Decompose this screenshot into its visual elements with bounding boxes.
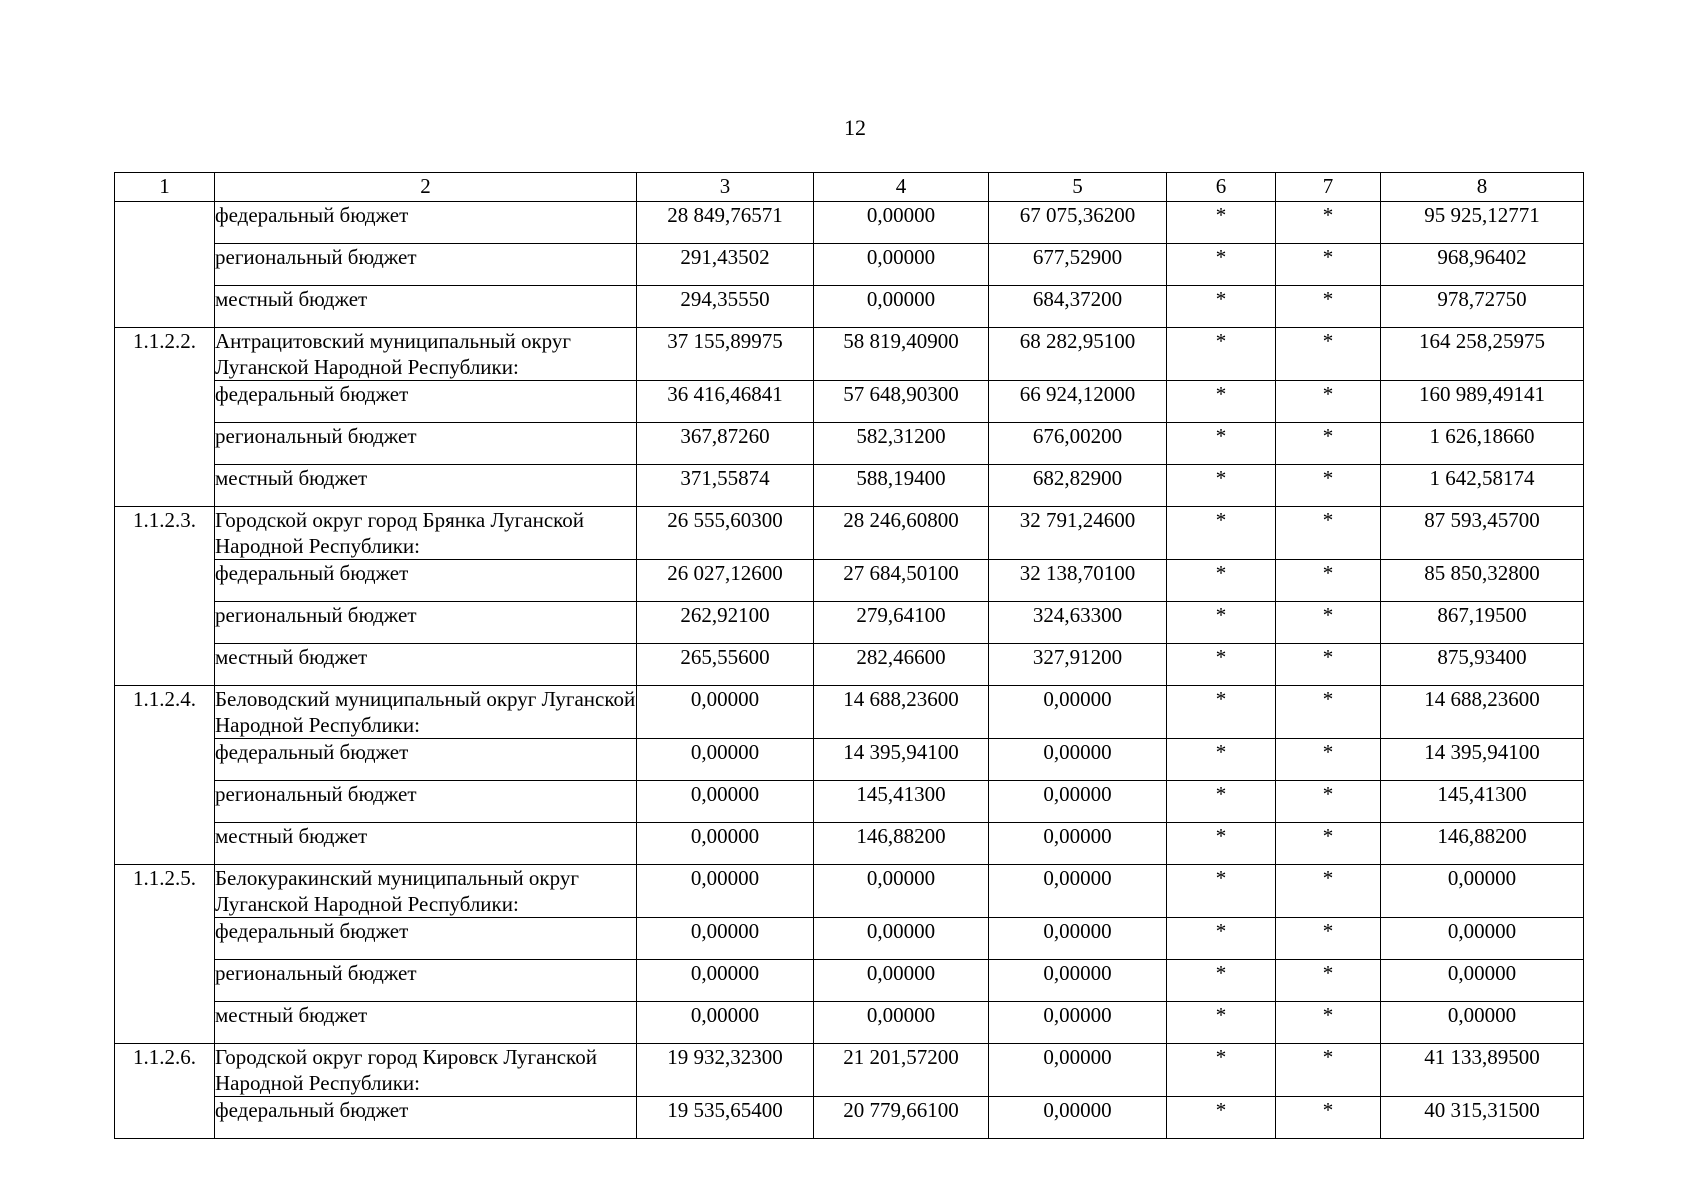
cell-col7: * [1276,918,1381,960]
row-label: Городской округ город Кировск Луганской Народной Республики: [215,1044,637,1097]
cell-col4: 145,41300 [814,781,989,823]
row-label: местный бюджет [215,823,637,865]
cell-col8: 41 133,89500 [1381,1044,1584,1097]
cell-col5: 0,00000 [989,823,1167,865]
cell-col6: * [1167,328,1276,381]
cell-col3: 28 849,76571 [637,202,814,244]
cell-col6: * [1167,507,1276,560]
table-row [115,465,1584,507]
cell-col5: 327,91200 [989,644,1167,686]
cell-col3: 36 416,46841 [637,381,814,423]
cell-col7: * [1276,686,1381,739]
cell-col7: * [1276,202,1381,244]
table-row [115,644,1584,686]
row-label: региональный бюджет [215,244,637,286]
column-header: 2 [215,173,637,202]
cell-col6: * [1167,465,1276,507]
budget-table [114,172,1584,1139]
table-row [115,381,1584,423]
table-header-row [115,173,1584,202]
table-row [115,244,1584,286]
cell-col4: 0,00000 [814,865,989,918]
cell-col5: 0,00000 [989,1002,1167,1044]
cell-col3: 19 932,32300 [637,1044,814,1097]
cell-col5: 32 138,70100 [989,560,1167,602]
cell-col7: * [1276,781,1381,823]
cell-col5: 0,00000 [989,781,1167,823]
cell-col5: 684,37200 [989,286,1167,328]
cell-col5: 324,63300 [989,602,1167,644]
cell-col3: 26 555,60300 [637,507,814,560]
table-row [115,507,1584,560]
cell-col5: 0,00000 [989,918,1167,960]
cell-col8: 0,00000 [1381,960,1584,1002]
cell-col6: * [1167,560,1276,602]
cell-col3: 0,00000 [637,918,814,960]
row-label: местный бюджет [215,465,637,507]
cell-col4: 146,88200 [814,823,989,865]
table-row [115,1097,1584,1139]
row-label: региональный бюджет [215,781,637,823]
table-row [115,686,1584,739]
cell-col5: 0,00000 [989,960,1167,1002]
row-code [115,202,215,328]
cell-col3: 37 155,89975 [637,328,814,381]
cell-col3: 367,87260 [637,423,814,465]
cell-col7: * [1276,286,1381,328]
cell-col6: * [1167,781,1276,823]
cell-col4: 57 648,90300 [814,381,989,423]
cell-col4: 0,00000 [814,286,989,328]
row-label: федеральный бюджет [215,739,637,781]
column-header: 6 [1167,173,1276,202]
row-code: 1.1.2.4. [115,686,215,865]
cell-col6: * [1167,644,1276,686]
cell-col4: 588,19400 [814,465,989,507]
cell-col8: 164 258,25975 [1381,328,1584,381]
cell-col3: 294,35550 [637,286,814,328]
page-number: 12 [844,115,866,140]
cell-col5: 676,00200 [989,423,1167,465]
row-label: федеральный бюджет [215,918,637,960]
row-code: 1.1.2.3. [115,507,215,686]
cell-col5: 0,00000 [989,865,1167,918]
row-label: Белокуракинский муниципальный округ Луганской Народной Республики: [215,865,637,918]
row-label: федеральный бюджет [215,1097,637,1139]
cell-col4: 0,00000 [814,918,989,960]
cell-col6: * [1167,244,1276,286]
row-label: региональный бюджет [215,960,637,1002]
cell-col8: 14 688,23600 [1381,686,1584,739]
cell-col3: 0,00000 [637,960,814,1002]
cell-col6: * [1167,1097,1276,1139]
cell-col8: 968,96402 [1381,244,1584,286]
table-row [115,960,1584,1002]
cell-col4: 20 779,66100 [814,1097,989,1139]
cell-col8: 0,00000 [1381,1002,1584,1044]
row-label: местный бюджет [215,286,637,328]
cell-col3: 26 027,12600 [637,560,814,602]
column-header: 3 [637,173,814,202]
cell-col7: * [1276,328,1381,381]
table-row [115,823,1584,865]
column-header: 8 [1381,173,1584,202]
cell-col8: 867,19500 [1381,602,1584,644]
table-row [115,739,1584,781]
cell-col3: 0,00000 [637,739,814,781]
cell-col8: 0,00000 [1381,918,1584,960]
table-row [115,781,1584,823]
cell-col7: * [1276,1044,1381,1097]
cell-col6: * [1167,381,1276,423]
cell-col6: * [1167,686,1276,739]
cell-col3: 0,00000 [637,686,814,739]
cell-col6: * [1167,602,1276,644]
cell-col6: * [1167,823,1276,865]
row-label: федеральный бюджет [215,202,637,244]
cell-col3: 291,43502 [637,244,814,286]
cell-col3: 19 535,65400 [637,1097,814,1139]
cell-col3: 265,55600 [637,644,814,686]
cell-col7: * [1276,1002,1381,1044]
row-code: 1.1.2.2. [115,328,215,507]
cell-col3: 262,92100 [637,602,814,644]
cell-col7: * [1276,381,1381,423]
cell-col5: 0,00000 [989,686,1167,739]
cell-col7: * [1276,507,1381,560]
table-row [115,1044,1584,1097]
cell-col7: * [1276,244,1381,286]
cell-col8: 87 593,45700 [1381,507,1584,560]
column-header: 7 [1276,173,1381,202]
row-label: местный бюджет [215,1002,637,1044]
cell-col6: * [1167,1002,1276,1044]
table-row [115,918,1584,960]
cell-col7: * [1276,560,1381,602]
table-row [115,328,1584,381]
cell-col4: 28 246,60800 [814,507,989,560]
cell-col5: 68 282,95100 [989,328,1167,381]
cell-col6: * [1167,202,1276,244]
cell-col7: * [1276,865,1381,918]
cell-col5: 0,00000 [989,739,1167,781]
cell-col5: 682,82900 [989,465,1167,507]
cell-col4: 58 819,40900 [814,328,989,381]
column-header: 1 [115,173,215,202]
table-row [115,602,1584,644]
cell-col4: 582,31200 [814,423,989,465]
cell-col4: 27 684,50100 [814,560,989,602]
table-row [115,286,1584,328]
cell-col6: * [1167,286,1276,328]
column-header: 5 [989,173,1167,202]
cell-col7: * [1276,423,1381,465]
row-label: Антрацитовский муниципальный округ Луганской Народной Республики: [215,328,637,381]
cell-col4: 14 395,94100 [814,739,989,781]
cell-col6: * [1167,423,1276,465]
cell-col8: 0,00000 [1381,865,1584,918]
table-row [115,560,1584,602]
row-label: федеральный бюджет [215,381,637,423]
table-row [115,865,1584,918]
cell-col3: 0,00000 [637,865,814,918]
cell-col5: 32 791,24600 [989,507,1167,560]
cell-col8: 875,93400 [1381,644,1584,686]
cell-col8: 95 925,12771 [1381,202,1584,244]
cell-col3: 0,00000 [637,781,814,823]
cell-col6: * [1167,918,1276,960]
row-code: 1.1.2.6. [115,1044,215,1139]
cell-col5: 677,52900 [989,244,1167,286]
cell-col3: 0,00000 [637,823,814,865]
cell-col5: 67 075,36200 [989,202,1167,244]
cell-col8: 1 626,18660 [1381,423,1584,465]
table-row [115,1002,1584,1044]
cell-col4: 0,00000 [814,244,989,286]
cell-col8: 40 315,31500 [1381,1097,1584,1139]
cell-col7: * [1276,823,1381,865]
cell-col6: * [1167,1044,1276,1097]
column-header: 4 [814,173,989,202]
cell-col4: 0,00000 [814,960,989,1002]
cell-col4: 279,64100 [814,602,989,644]
cell-col5: 66 924,12000 [989,381,1167,423]
cell-col7: * [1276,1097,1381,1139]
cell-col3: 371,55874 [637,465,814,507]
row-label: Городской округ город Брянка Луганской Народной Республики: [215,507,637,560]
cell-col4: 21 201,57200 [814,1044,989,1097]
table-row [115,202,1584,244]
row-label: местный бюджет [215,644,637,686]
cell-col8: 1 642,58174 [1381,465,1584,507]
row-label: региональный бюджет [215,423,637,465]
cell-col4: 14 688,23600 [814,686,989,739]
cell-col3: 0,00000 [637,1002,814,1044]
table-row [115,423,1584,465]
cell-col7: * [1276,465,1381,507]
cell-col8: 14 395,94100 [1381,739,1584,781]
cell-col5: 0,00000 [989,1044,1167,1097]
cell-col5: 0,00000 [989,1097,1167,1139]
row-label: Беловодский муниципальный округ Луганской Народной Республики: [215,687,636,737]
cell-col8: 145,41300 [1381,781,1584,823]
cell-col7: * [1276,960,1381,1002]
cell-col8: 978,72750 [1381,286,1584,328]
cell-col4: 0,00000 [814,1002,989,1044]
cell-col6: * [1167,865,1276,918]
row-label: региональный бюджет [215,602,637,644]
row-label: федеральный бюджет [215,560,637,602]
cell-col6: * [1167,739,1276,781]
cell-col7: * [1276,644,1381,686]
cell-col7: * [1276,602,1381,644]
cell-col6: * [1167,960,1276,1002]
cell-col7: * [1276,739,1381,781]
cell-col8: 146,88200 [1381,823,1584,865]
cell-col4: 0,00000 [814,202,989,244]
cell-col8: 160 989,49141 [1381,381,1584,423]
row-code: 1.1.2.5. [115,865,215,1044]
cell-col4: 282,46600 [814,644,989,686]
cell-col8: 85 850,32800 [1381,560,1584,602]
